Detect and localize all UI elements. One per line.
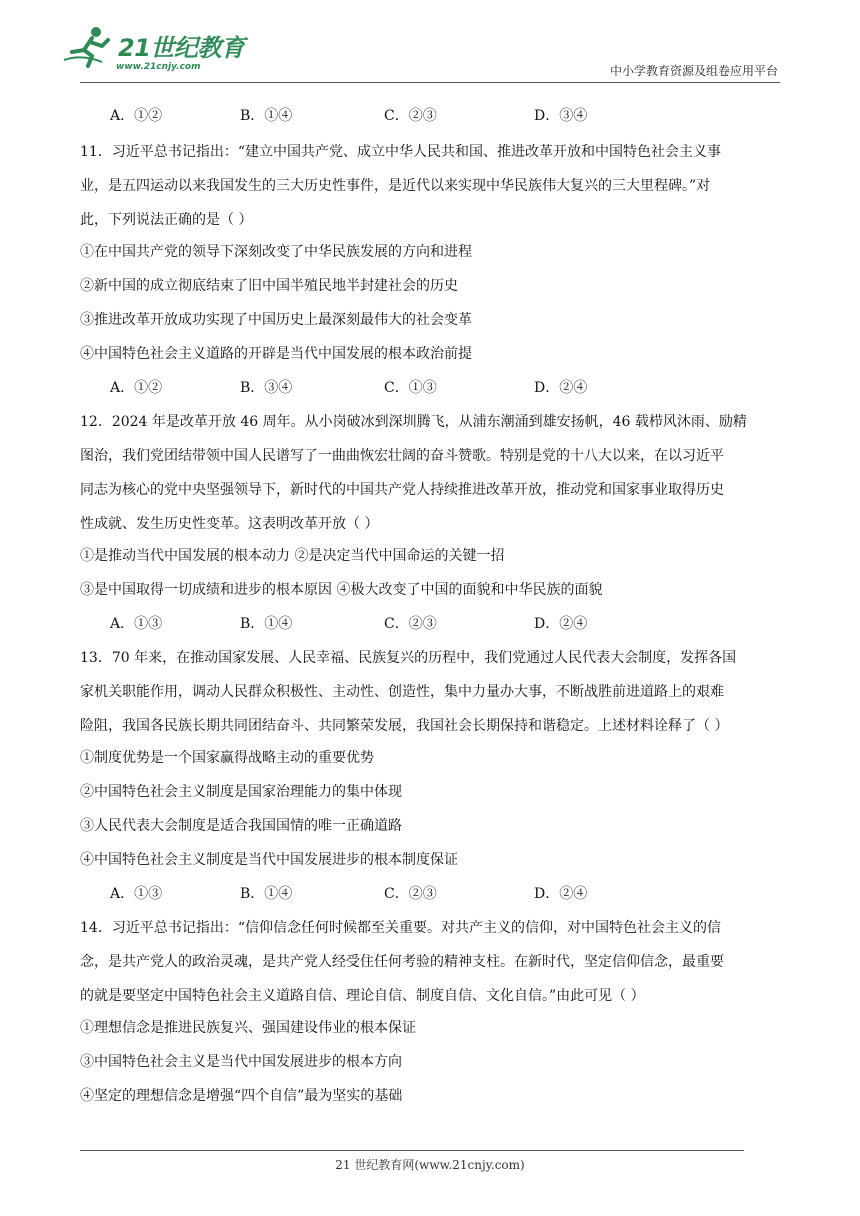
- q13-stem-line: 险阻，我国各民族长期共同团结奋斗、共同繁荣发展，我国社会长期保持和谐稳定。上述材料诠释了（ ）: [80, 718, 729, 734]
- q11-stem-line: 业，是五四运动以来我国发生的三大历史性事件，是近代以来实现中华民族伟大复兴的三大里程碑。”对: [80, 178, 711, 194]
- page-footer[interactable]: 21 世纪教育网(www.21cnjy.com): [335, 1158, 525, 1172]
- q10-option-d[interactable]: D．③④: [534, 108, 588, 124]
- q11-statement-3: ③推进改革开放成功实现了中国历史上最深刻最伟大的社会变革: [80, 312, 472, 328]
- q10-options: [80, 106, 780, 126]
- q14-statement-1: ①理想信念是推进民族复兴、强国建设伟业的根本保证: [80, 1020, 416, 1036]
- q11-options: [80, 378, 780, 398]
- q12-option-b[interactable]: B．①④: [240, 616, 293, 632]
- q12-stem-line: 同志为核心的党中央坚强领导下，新时代的中国共产党人持续推进改革开放，推动党和国家事业取得历史: [80, 482, 724, 498]
- q14-statement-4: ④坚定的理想信念是增强“四个自信”最为坚实的基础: [80, 1088, 403, 1104]
- q12-options: [80, 614, 780, 634]
- q12-stem-line: 性成就、发生历史性变革。这表明改革开放（ ）: [80, 516, 379, 532]
- platform-label: 中小学教育资源及组卷应用平台: [609, 64, 778, 78]
- q12-stem-line: 图治，我们党团结带领中国人民谱写了一曲曲恢宏壮阔的奋斗赞歌。特别是党的十八大以来，在以习近平: [80, 448, 724, 464]
- q11-option-d[interactable]: D．②④: [534, 380, 588, 396]
- q12-option-c[interactable]: C．②③: [384, 616, 437, 632]
- footer-divider: [80, 1150, 744, 1151]
- q14-stem-line: 14．习近平总书记指出：“信仰信念任何时候都至关重要。对共产主义的信仰，对中国特色社会主义的信: [80, 920, 721, 936]
- q13-option-d[interactable]: D．②④: [534, 886, 588, 902]
- runner-logo-icon: [62, 24, 118, 68]
- logo-url: www.21cnjy.com: [116, 62, 201, 72]
- q10-option-c[interactable]: C．②③: [384, 108, 437, 124]
- q13-stem-line: 13．70 年来，在推动国家发展、人民幸福、民族复兴的历程中，我们党通过人民代表大会制度，发挥各国: [80, 650, 737, 666]
- q13-option-c[interactable]: C．②③: [384, 886, 437, 902]
- q11-option-b[interactable]: B．③④: [240, 380, 293, 396]
- q14-stem-line: 念，是共产党人的政治灵魂，是共产党人经受住任何考验的精神支柱。在新时代，坚定信仰信念，最重要: [80, 954, 724, 970]
- q12-option-a[interactable]: A．①③: [110, 616, 163, 632]
- q11-option-a[interactable]: A．①②: [110, 380, 163, 396]
- q13-statement-1: ①制度优势是一个国家赢得战略主动的重要优势: [80, 750, 374, 766]
- q11-statement-2: ②新中国的成立彻底结束了旧中国半殖民地半封建社会的历史: [80, 278, 458, 294]
- q13-options: [80, 884, 780, 904]
- q12-statements-1-2: ①是推动当代中国发展的根本动力 ②是决定当代中国命运的关键一招: [80, 548, 505, 564]
- q11-option-c[interactable]: C．①③: [384, 380, 437, 396]
- q13-option-a[interactable]: A．①③: [110, 886, 163, 902]
- q12-statements-3-4: ③是中国取得一切成绩和进步的根本原因 ④极大改变了中国的面貌和中华民族的面貌: [80, 582, 603, 598]
- logo-text: 21世纪教育: [118, 34, 245, 62]
- q13-stem-line: 家机关职能作用，调动人民群众积极性、主动性、创造性，集中力量办大事，不断战胜前进道路上的艰难: [80, 684, 724, 700]
- q11-statement-1: ①在中国共产党的领导下深刻改变了中华民族发展的方向和进程: [80, 244, 472, 260]
- q10-option-a[interactable]: A．①②: [110, 108, 163, 124]
- q14-statement-3: ③中国特色社会主义是当代中国发展进步的根本方向: [80, 1054, 402, 1070]
- q13-statement-2: ②中国特色社会主义制度是国家治理能力的集中体现: [80, 784, 402, 800]
- q12-option-d[interactable]: D．②④: [534, 616, 588, 632]
- q13-option-b[interactable]: B．①④: [240, 886, 293, 902]
- q12-stem-line: 12．2024 年是改革开放 46 周年。从小岗破冰到深圳腾飞，从浦东潮涌到雄安扬帆，46 载栉风沐雨、励精: [80, 414, 747, 430]
- q13-statement-3: ③人民代表大会制度是适合我国国情的唯一正确道路: [80, 818, 402, 834]
- q11-stem-line: 此，下列说法正确的是（ ）: [80, 212, 253, 228]
- header-divider: [80, 82, 780, 83]
- q10-option-b[interactable]: B．①④: [240, 108, 293, 124]
- q14-stem-line: 的就是要坚定中国特色社会主义道路自信、理论自信、制度自信、文化自信。”由此可见（ ）: [80, 988, 645, 1004]
- page-header: [0, 0, 860, 90]
- q11-stem-line: 11．习近平总书记指出：“建立中国共产党、成立中华人民共和国、推进改革开放和中国特色社会主义事: [80, 144, 721, 160]
- q11-statement-4: ④中国特色社会主义道路的开辟是当代中国发展的根本政治前提: [80, 346, 472, 362]
- q13-statement-4: ④中国特色社会主义制度是当代中国发展进步的根本制度保证: [80, 852, 458, 868]
